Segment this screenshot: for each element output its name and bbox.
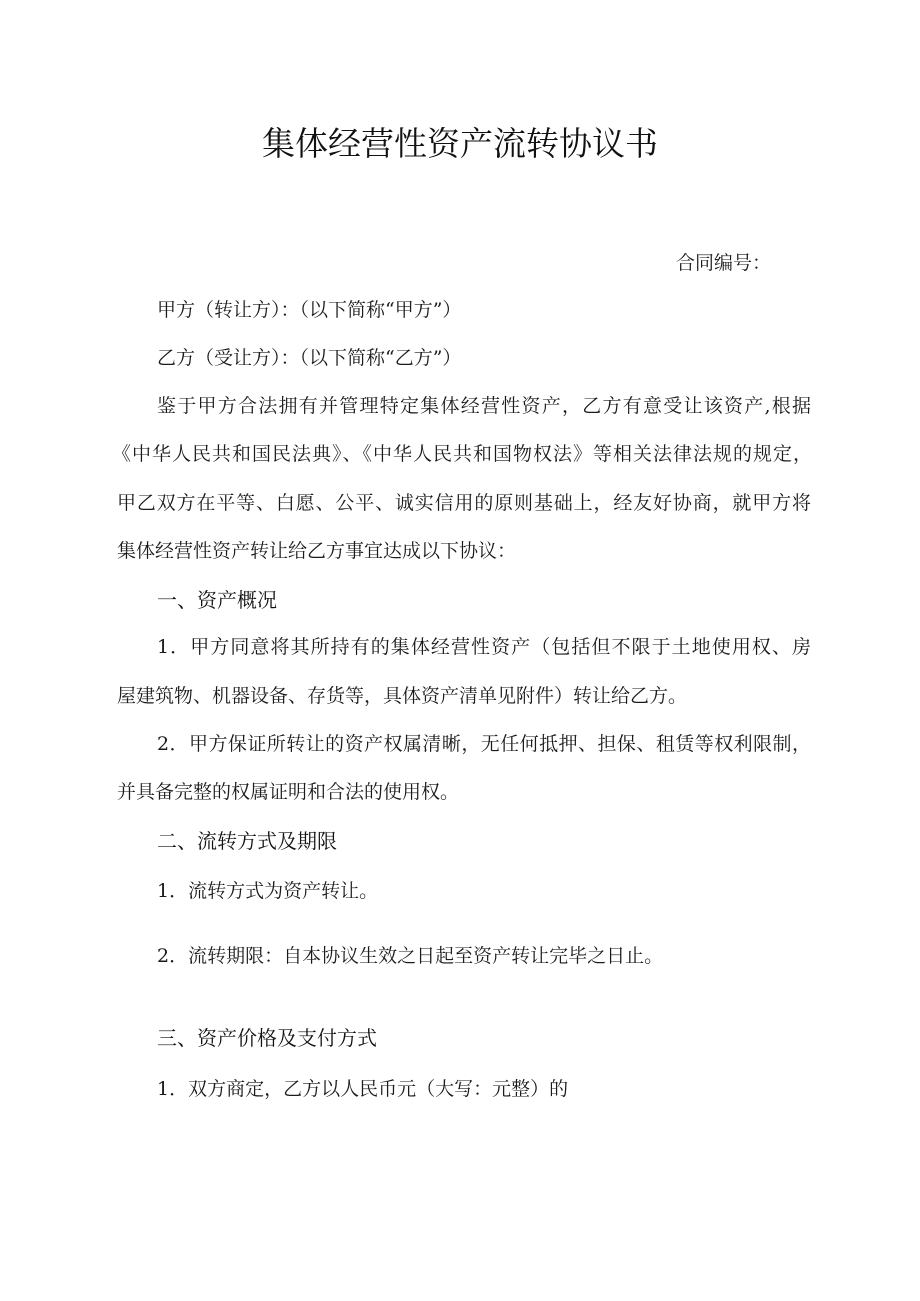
section2-item2: 2．流转期限：自本协议生效之日起至资产转让完毕之日止。 — [157, 945, 664, 967]
preamble-line-3: 甲乙双方在平等、白愿、公平、诚实信用的原则基础上，经友好协商，就甲方将 — [117, 492, 811, 514]
section-heading-transfer-method: 二、流转方式及期限 — [157, 829, 337, 853]
section-heading-price-payment: 三、资产价格及支付方式 — [157, 1026, 377, 1050]
party-a-line: 甲方（转让方）：（以下简称“甲方”） — [157, 299, 462, 321]
document-title: 集体经营性资产流转协议书 — [262, 124, 658, 163]
section1-item2-line2: 并具备完整的权属证明和合法的使用权。 — [117, 781, 460, 803]
preamble-line-2: 《中华人民共和国民法典》、《中华人民共和国物权法》等相关法律法规的规定， — [112, 443, 812, 465]
section1-item1-line1: 1．甲方同意将其所持有的集体经营性资产（包括但不限于土地使用权、房 — [157, 636, 811, 658]
preamble-line-4: 集体经营性资产转让给乙方事宜达成以下协议： — [117, 540, 517, 562]
section3-item1: 1．双方商定，乙方以人民币元（大写：元整）的 — [157, 1078, 569, 1100]
contract-number-label: 合同编号： — [676, 252, 772, 274]
section1-item1-line2: 屋建筑物、机器设备、存货等，具体资产清单见附件）转让给乙方。 — [117, 685, 688, 707]
section2-item1: 1．流转方式为资产转让。 — [157, 880, 379, 902]
section-heading-asset-overview: 一、资产概况 — [157, 588, 277, 612]
preamble-line-1: 鉴于甲方合法拥有并管理特定集体经营性资产，乙方有意受让该资产,根据 — [157, 395, 811, 417]
party-b-line: 乙方（受让方）：（以下简称“乙方”） — [157, 347, 462, 369]
section1-item2-line1: 2．甲方保证所转让的资产权属清晰，无任何抵押、担保、租赁等权利限制， — [157, 733, 811, 755]
